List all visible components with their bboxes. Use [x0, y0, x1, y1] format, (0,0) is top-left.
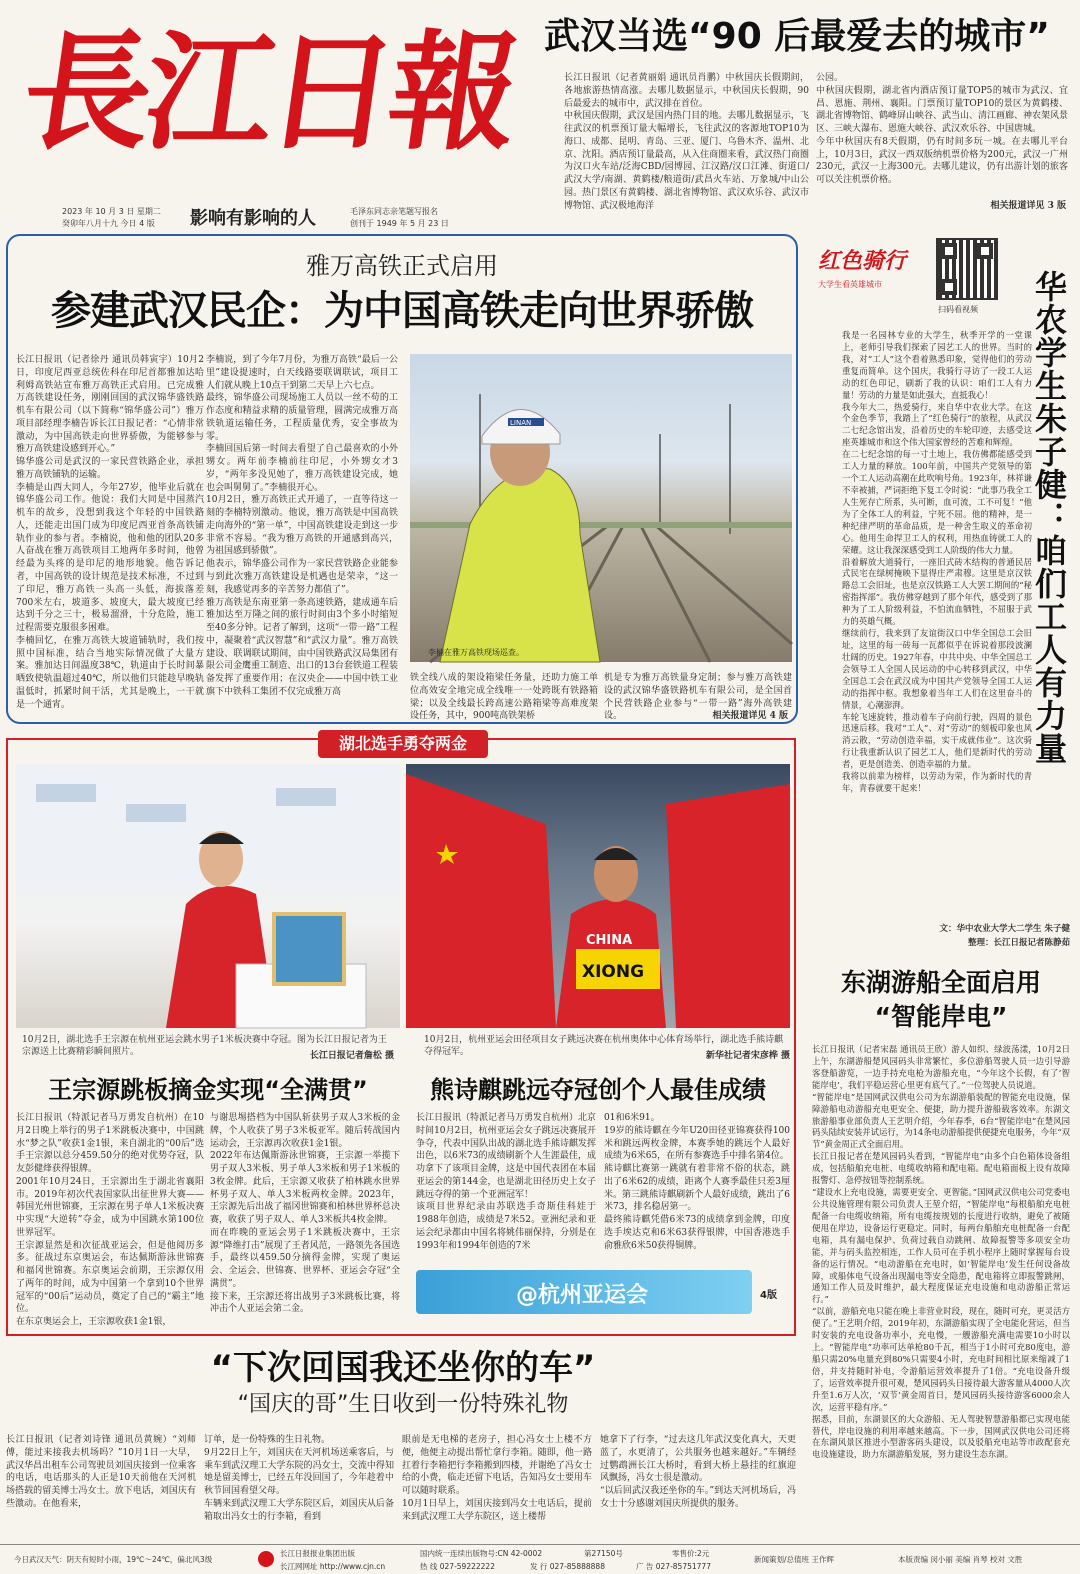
lead-col-2: 李楠说，到了今年7月份，为雅万高铁“最后一公里”建设提速时，白天线路要联调联试，项目工人们就从晚上10点干到第二天早上六七点。 最终，锦华盛公司现场施工人员以一丝不苟的工作态度和精益求精的质量管理，圆满完成雅万高铁轨道运输任务，工程质量优秀，安全事故为零。 李楠回国后第一时间去看望了自己最喜欢的小外甥女。两年前李楠前往印尼，小外甥女才3岁，“两年多没见她了，雅万高铁建设完成，她也会叫舅舅了。”李楠很开心。 10月2日，雅万高铁正式开通了，一直等待这一刻的李楠特别激动。他说，雅万高铁是中国高铁走向海外的“第一单”，中国高铁建设走到这一步非常不容易。“我为雅万高铁的开通感到高兴，为祖国感到骄傲”。 他表示，锦华盛公司作为一家民营铁路企业能参与到此次雅万高铁建设是机遇也是荣幸，“这一刻，我感觉再多的辛苦努力都值了”。 雅万高铁是东南亚第一条高速铁路，建成通车后雅加达至万隆之间的旅行时间由3个多小时缩短至40多分钟。记者了解到，这项“一带一路”工程中，凝聚着“武汉智慧”和“武汉力量”。雅万高铁建设、联调联试期间，由中国铁路武汉局集团有限公司金鹰重工制造、出口的13台套铁道工程装备发挥了重要作用；在汉央企——中国中铁工业旗下中铁科工集团不仅完成雅万高	[206, 355, 398, 697]
brand-sub: 大学生看英雄城市	[818, 280, 882, 289]
top-story-title[interactable]: 武汉当选“90 后最爱去的城市”	[544, 16, 1050, 57]
flag-scene-illustration	[406, 764, 790, 1028]
qr-code-icon[interactable]	[936, 238, 998, 300]
helmet-label: LINAN	[510, 419, 532, 427]
railway-scene-illustration	[410, 354, 792, 662]
donghu-title-2[interactable]: “智能岸电”	[874, 1002, 1008, 1031]
lead-title[interactable]: 参建武汉民企：为中国高铁走向世界骄傲	[51, 288, 753, 334]
signing-scene-illustration	[16, 764, 400, 1028]
brand-main: 红色骑行	[818, 249, 907, 274]
diving-photo-credit: 长江日报记者詹松 摄	[309, 1051, 394, 1061]
asian-games-page[interactable]: 4版	[760, 1290, 777, 1301]
donghu-title-1[interactable]: 东湖游船全面启用	[840, 968, 1041, 997]
sidebar-title[interactable]: 华农学生朱子健：咱们工人有力量	[1030, 270, 1068, 765]
slogan: 影响有影响的人	[190, 208, 316, 229]
footer-hotline: 热 线 027-59222222	[420, 1562, 495, 1571]
diving-photo-caption: 10月2日，湖北选手王宗源在杭州亚运会跳水男子1米板决赛中夺冠。图为长江日报记者为王宗源送上比赛精彩瞬间照片。	[22, 1035, 387, 1058]
top-story-col-2: 公园。 中秋国庆假期，湖北省内酒店预订量TOP5的城市为武汉、宜昌、恩施、荆州、襄阳。门票预订量TOP10的景区为黄鹤楼、湖北省博物馆、鹤峰屏山峡谷、武当山、清江画廊、神农架风景区、三峡大瀑布、恩施大峡谷、武汉欢乐谷、中国唐城。 今年中秋国庆有8天假期，仍有时间多玩一城。在去哪儿平台上，10月3日，武汉一西双版纳机票价格为200元，武汉一广州230元，武汉一上海300元。去哪儿建议，仍有出游计划的旅客可以关注机票价格。	[816, 73, 1069, 186]
story1-title[interactable]: 王宗源跳板摘金实现“全满贯”	[48, 1076, 368, 1104]
story1-col-2: 与谢思埸搭档为中国队斩获男子双人3米板的金牌，个人收获了男子3米板亚军。随后转战国内运动会，王宗源再次收获1金1银。 2022年布达佩斯游泳世锦赛，王宗源一举揽下男子双人3米板、男子单人3米板和男子1米板的3枚金牌。此后，王宗源又收获了柏林跳水世界杯男子双人、单人3米板两枚金牌。2023年，王宗源先后出战了福冈世锦赛和柏林世界杯总决赛，收获了男子双人、单人3米板共4枚金牌。 而在昨晚的亚运会男子1米跳板决赛中，王宗源“降维打击”展现了王者风范，一路领先各国选手，最终以459.50分摘得金牌，实现了奥运会、全运会、世锦赛、世界杯、亚运会夺冠“全满贯”。 接下来，王宗源还将出战男子3米跳板比赛，将冲击个人亚运会第二金。	[210, 1113, 400, 1315]
lead-photo	[410, 354, 792, 662]
lead-photo-caption: 李楠在雅万高铁现场巡查。	[428, 648, 524, 657]
footer-group: 长江日报报业集团出版	[280, 1549, 355, 1558]
car-col-3: 眼前是无电梯的老房子，担心冯女士上楼不方便，他便主动提出帮忙拿行李箱。随即，他一路扛着行李箱把行李箱搬到四楼，并谢绝了冯女士给的小费，临走还留下电话，告知冯女士要用车可以随时联系。 10月1日早上，刘国庆接到冯女士电话后，提前来到武汉理工大学东院区，送上楼帮	[402, 1435, 592, 1522]
story2-title[interactable]: 熊诗麒跳远夺冠创个人最佳成绩	[430, 1076, 766, 1104]
car-col-2: 订单，是一份特殊的生日礼物。 9月22日上午，刘国庆在天河机场送乘客后，与乘车到武汉理工大学东院的冯女士，交流中得知她是留美博士，已经五年没回国了，今年趁着中秋节回国看望父母。 车辆来到武汉理工大学东院区后，刘国庆从后备箱取出冯女士的行李箱，看到	[204, 1435, 394, 1522]
story1-col-1: 长江日报讯（特派记者马万勇发自杭州）在10月2日晚上举行的男子1米跳板决赛中，中国跳水“梦之队”收获1金1银，来自湖北的“00后”选手王宗源以总分459.50分的绝对优势夺冠，队友彭健烽获得银牌。 2001年10月24日，王宗源出生于湖北省襄阳市。2019年初次代表国家队出征世界大赛——韩国光州世锦赛，王宗源在男子单人1米板决赛中实现“大逆转”夺金，成为中国跳水第100位世界冠军。 王宗源显然是和次征战亚运会，但是他阅历多多。征战过东京奥运会，布达佩斯游泳世锦赛和福冈世锦赛。东京奥运会前期，王宗源仅用了两年的时间，成为中国第一个拿到10个世界冠军的“00后”运动员，奠定了自己的“霸主”地位。 在东京奥运会上，王宗源收获1金1银，	[16, 1113, 204, 1328]
car-subtitle: “国庆的哥”生日收到一份特殊礼物	[237, 1392, 569, 1417]
car-col-4: 她拿下了行李，“过去这几年武汉变化真大，天更蓝了，水更清了，公共服务也越来越好。”车辆经过鹦鹉洲长江大桥时，看到大桥上悬挂的红旗迎风飘扬，冯女士很是激动。 “以后回武汉我还坐你的车。”到达天河机场后，冯女士十分感谢刘国庆所提供的服务。	[600, 1435, 796, 1509]
qr-label: 扫码看视频	[938, 305, 978, 314]
lead-col-1: 长江日报讯（记者徐丹 通讯员韩寅宇）10月2日，印度尼西亚总统佐科在印尼首都雅加达哈利姆高铁站宣布雅万高铁正式启用。已完成雅万高铁建设任务，刚刚回国的武汉锦华盛铁路机车有限公司（以下简称“锦华盛公司”）雅万项目部经理李楠告诉长江日报记者：“心情非常激动，为中国高铁走向世界骄傲，为能够参与雅万高铁建设感到开心。” 锦华盛公司是武汉的一家民营铁路企业，承担雅万高铁铺轨的运输。 李楠是山西大同人，今年27岁，他毕业后就在锦华盛公司工作。他说：我们大同是中国蒸汽机车的故乡，没想到我这个年轻的中国铁路人，还能走出国门成为印度尼西亚首条高铁铺轨作业的参与者。李楠说，他和他的团队20多人奋战在雅万高铁项目工地两年多时间，他曾经最为头疼的是印尼的地形地貌。他告诉记者，中国高铁的设计规范是技术标准，不过到了印尼，雅万高铁一头高一头低，海拔落差700米左右，坡道多、坡度大，最大坡度已经达到千分之三十，极易溜滑，十分危险，施工过程需要克服很多困难。 李楠回忆，在雅万高铁大坡道铺轨时，我们按照中国标准，结合当地实际情况做了大量方案。雅加达日间温度38℃，轨道由于长时间暴晒致使轨温超过40℃，所以他们只能趁早晚轨温低时，抓紧时间干活，尤其是晚上，一干就是一个通宵。	[16, 355, 204, 710]
footer-issue-phone: 发 行 027-85888888	[530, 1562, 605, 1571]
red-cycling-brand	[818, 244, 928, 314]
footer-cn: 国内统一连续出版物号:CN 42-0002	[420, 1549, 543, 1558]
sidebar-body: 我是一名园林专业的大学生，秋季开学的一堂课上，老师引导我们探索了园艺工人的世界。当时的我，对“工人”这个看着熟悉印象，觉得他们的劳动重复而简单。这个国庆，我骑行寻访了一段工人运动的红色印记，刷新了我的认识：咱们工人有力量！劳动的力量是如此强大，直抵我心！ 我今年大二，热爱骑行，来自华中农业大学。在这个金色季节，我踏上了“红色骑行”的旅程，从武汉二七纪念馆出发，沿着历史的车轮印迹，去感受这座英雄城市和这个伟大国家曾经的苦难和辉煌。 在二七纪念馆的每一寸土地上，我仿佛都能感受到工人力量的释放。100年前，中国共产党领导的第一个工人运动高潮在此吹响号角。1923年，林祥谦不幸被捕，严词拒绝下复工令时说：“此事乃我全工人生死存亡所系，头可断，血可流，工不可复！”他为了全体工人的利益，宁死不屈。他的精神，是一种纪律严明的革命品质，是一种舍生取义的革命初心。他用生命捍卫工人的权利，用热血铸就工人的荣耀。这让我深深感受到工人阶级的伟大力量。 沿着解放大道骑行，一座旧式砖木结构的普通民居式民宅在绿树掩映下显得庄严肃穆。这里是京汉铁路总工会旧址，也是京汉铁路工人大罢工期间的“秘密指挥部”。我仿佛穿越到了那个年代，感受到了那种为了工人阶级利益，不怕流血牺牲，不屈服于武力的英雄气概。 继续前行，我来到了友谊街汉口中华全国总工会旧址，这里的每一砖每一瓦都似乎在诉说着那段波澜壮阔的历史。1927年春，中共中央、中华全国总工会领导工人全国人民运动的中心转移到武汉，中华全国总工会在武汉成为中国共产党领导全国工人运动的指挥中枢。我想象着当年工人们在这里奋斗的情景，心潮澎湃。 车轮飞速旋转，推动着车子向前行驶，四周的景色迅速后移。我对“工人”、对“劳动”的刻板印象也风消云散，“劳动创造幸福，实干成就伟业”。这次骑行让我重新认识了园艺工人，他们是新时代的劳动者，更是创造美、创造幸福的力量。 我将以前辈为榜样，以劳动为荣，作为新时代的青年，青春就要干起来！	[842, 330, 1032, 794]
long-jump-photo-caption: 10月2日，杭州亚运会田径项目女子跳远决赛在杭州奥体中心体育场举行，湖北选手熊诗麒夺得冠军。	[424, 1035, 784, 1058]
footer-issue: 第27150号	[584, 1549, 623, 1558]
sports-section	[6, 734, 796, 1336]
footer-weather: 今日武汉天气：阴天有短时小雨，19℃～24℃，偏北风3级	[14, 1555, 213, 1564]
footer-logo-icon	[258, 1551, 274, 1567]
car-story	[6, 1346, 800, 1542]
lead-col-3: 铁全线八成的架设箱梁任务量，还助力施工单位高效安全地完成全线唯一一处跨既有铁路箱梁；以及全线最长跨高速公路箱梁等高难度架设任务，其中，900吨高铁架桥	[410, 673, 598, 722]
sidebar	[808, 234, 1074, 954]
donghu-body: 长江日报讯（记者宋磊 通讯员王欣）游人如织、绿波荡漾，10月2日上午，东湖游船楚风园码头非常繁忙，多位游船驾驶人员一边引导游客登船游览，一边手持充电枪为游船充电，“今年这个长假，有了‘智能岸电’，我们平稳运营心里更有底气了。”一位驾驶人员说道。 “智能岸电”是国网武汉供电公司为东湖游船装配的智能充电设施，保障游船电动游船充电更安全、便捷，助力提升游船载客效率。东湖文旅游船事业部负责人王艺明介绍，今年春季，6台“智能岸电”在楚风园码头陆续安装并试运行，为14条电动游船提供便捷充电服务，今年“双节”黄金周正式全面启用。 长江日报记者在楚风园码头看到，“智能岸电”由多个白色箱体设备组成，包括船舶充电桩、电缆收纳箱和配电箱。配电箱面板上设有故障报警灯、急停按钮等控制系统。 “建设水上充电设施，需要更安全、更智能。”国网武汉供电公司党委电公共设施管理有限公司负责人王堃介绍，“智能岸电”每根船舶充电桩配备一台电缆收纳箱，所有电缆按规划的长度进行收纳，避免了被随便甩在岸边，设备运行更稳定。同时，每两台船舶充电桩配备一台配电箱，具有漏电保护、负荷过载自动跳闸、故障报警等多项安全功能，并与码头监控相连，工作人员可在手机小程序上随时掌握每台设备的运行情况。“电动游船在充电时，如‘智能岸电’发生任何设备故障，或船体电气设备出现漏电等安全隐患，配电箱将立即报警跳闸，通知工作人员及时维护，最大程度保证充电设施和电动游船正常运行。” “以前，游船充电只能在晚上非营业时段，现在，随时可充，更灵活方便了。”王艺明介绍，2019年初，东湖游船实现了全电能化营运，但当时安装的充电设备功率小，充电慢，一艘游船充满电需要10小时以上。“智能岸电”功率可达单枪80千瓦，相当于1小时可充80度电，游船只需20%电量充到80%只需要4小时，充电时间相比原来缩减了1倍，并支持随时补电，令游船运营效率提升了1倍。“充电设备升级了，运营效率提升很可观，楚风园码头日接待最大游客量从4000人次升至1.6万人次，‘双节’黄金周首日，楚风园码头接待游客6000余人次，运营平稳有序。” 据悉，目前，东湖景区的大众游船、无人驾驶智慧游船都已实现电能替代，岸电设施的利用率越来越高。下一步，国网武汉供电公司还将在东湖风景区推进小型游客码头建设，以及驳船充电站等市政配套充电设施建设，助力东湖游船发展，努力建设生态东湖。	[812, 1044, 1070, 1460]
lead-col-4: 机是专为雅万高铁量身定制；参与雅万高铁建设的武汉锦华盛铁路机车有限公司，是全国首个民营铁路企业参与“一带一路”海外高铁建设。	[604, 673, 792, 722]
asian-games-banner[interactable]	[416, 1270, 752, 1314]
top-story	[544, 12, 1070, 226]
footer-ad-phone: 广 告 027-85751777	[636, 1562, 711, 1571]
top-story-col-1: 长江日报讯（记者黄丽娟 通讯员肖鹏）中秋国庆长假期间，各地旅游热情高涨。去哪儿数据显示，中秋国庆长假期，90后最爱去的城市中，武汉排在首位。 中秋国庆假期，武汉是国内热门目的地。去哪儿数据显示，飞往武汉的机票预订量大幅增长，飞往武汉的客源地TOP10为海口、成都、昆明、青岛、三亚、厦门、乌鲁木齐、温州、北京、沈阳。酒店预订量最高，从入住商圈来看，武汉热门商圈为汉口火车站/泛海CBD/园博园、江汉路/汉口江滩、街道口/武汉大学/南湖、黄鹤楼/粮道街/武昌火车站、万象城/中山公园。热门景区有黄鹤楼、湖北省博物馆、武汉欢乐谷、武汉市博物馆、武汉极地海洋	[564, 73, 809, 211]
date-line-2: 癸卯年八月十九 今日 4 版	[62, 219, 155, 228]
story2-col-2: 01和6米91。 19岁的熊诗麒在今年U20田径亚锦赛获得100米和跳远两枚金牌，本赛季她的跳远个人最好成绩为6米65，在所有参赛选手中排名第4位。 熊诗麒比赛第一跳就有着非常不俗的状态，跳出了6米62的成绩，距离个人赛季最佳只差3厘米。第三跳熊诗麒刷新个人最好成绩，跳出了6米73，排名稳居第一。 最终熊诗麒凭借6米73的成绩拿到金牌，印度选手埃达克和6米63获得银牌，中国香港选手俞雅欣6米50获得铜牌。	[604, 1113, 790, 1251]
long-jump-photo-credit: 新华社记者宋彦桦 摄	[705, 1051, 790, 1061]
car-title[interactable]: “下次回国我还坐你的车”	[210, 1348, 596, 1388]
long-jump-photo	[406, 764, 790, 1028]
founder-line-1: 毛泽东同志亲笔题写报名	[350, 207, 438, 216]
top-story-related[interactable]: 相关报道详见 3 版	[990, 201, 1066, 211]
sports-banner[interactable]: 湖北选手勇夺两金	[318, 730, 488, 758]
logo: 長江日報	[13, 18, 523, 168]
sidebar-editor: 整理：长江日报记者陈静茹	[967, 938, 1070, 948]
footer-news-editors: 新闻策划/总值班 王作辉	[754, 1555, 834, 1564]
founder-line-2: 创刊于 1949 年 5 月 23 日	[350, 219, 449, 228]
donghu-story	[808, 962, 1074, 1540]
masthead	[13, 8, 540, 229]
footer-page-editors: 本版责编 闵小丽 美编 肖琴 校对 文胜	[898, 1555, 1023, 1564]
lead-story	[6, 234, 798, 724]
date-line-1: 2023 年 10 月 3 日 星期二	[62, 207, 161, 216]
bib-name: XIONG	[582, 962, 645, 982]
story2-col-1: 长江日报讯（特派记者马万勇发自杭州）北京时间10月2日，杭州亚运会女子跳远决赛展开争夺，代表中国队出战的湖北选手熊诗麒发挥出色，以6米73的成绩刷新个人生涯最佳，成功拿下了该项目金牌，这是中国代表团在本届亚运会的第144金，也是湖北田径历史上女子跳远夺得的第一个亚洲冠军！ 该项目世界纪录由苏联选手奇斯佳科娃于1988年创造，成绩是7米52。亚洲纪录和亚运会纪录都由中国名将姚伟丽保持，分别是在1993年和1994年创造的7米	[416, 1113, 597, 1251]
footer	[0, 1544, 1080, 1574]
footer-price: 零售价:2元	[672, 1549, 710, 1558]
bib-country: CHINA	[586, 933, 633, 948]
lead-kicker: 雅万高铁正式启用	[306, 252, 498, 280]
sidebar-author: 文：华中农业大学大二学生 朱子健	[939, 924, 1070, 934]
diving-photo	[16, 764, 400, 1028]
lead-related[interactable]: 相关报道详见 4 版	[712, 711, 788, 721]
asian-games-tag: @杭州亚运会	[516, 1283, 649, 1308]
car-col-1: 长江日报讯（记者刘诗锋 通讯员黄婉）“刘师傅，能过来接我去机场吗？”10月1日一大早，武汉华昌出租车公司驾驶员刘国庆接到一位乘客的电话，电话那头的人正是10天前他在天河机场搭载的留美博士冯女士。放下电话，刘国庆有些激动。在他看来，	[6, 1435, 196, 1509]
footer-website[interactable]: 长江网网址 http://www.cjn.cn	[280, 1562, 386, 1571]
